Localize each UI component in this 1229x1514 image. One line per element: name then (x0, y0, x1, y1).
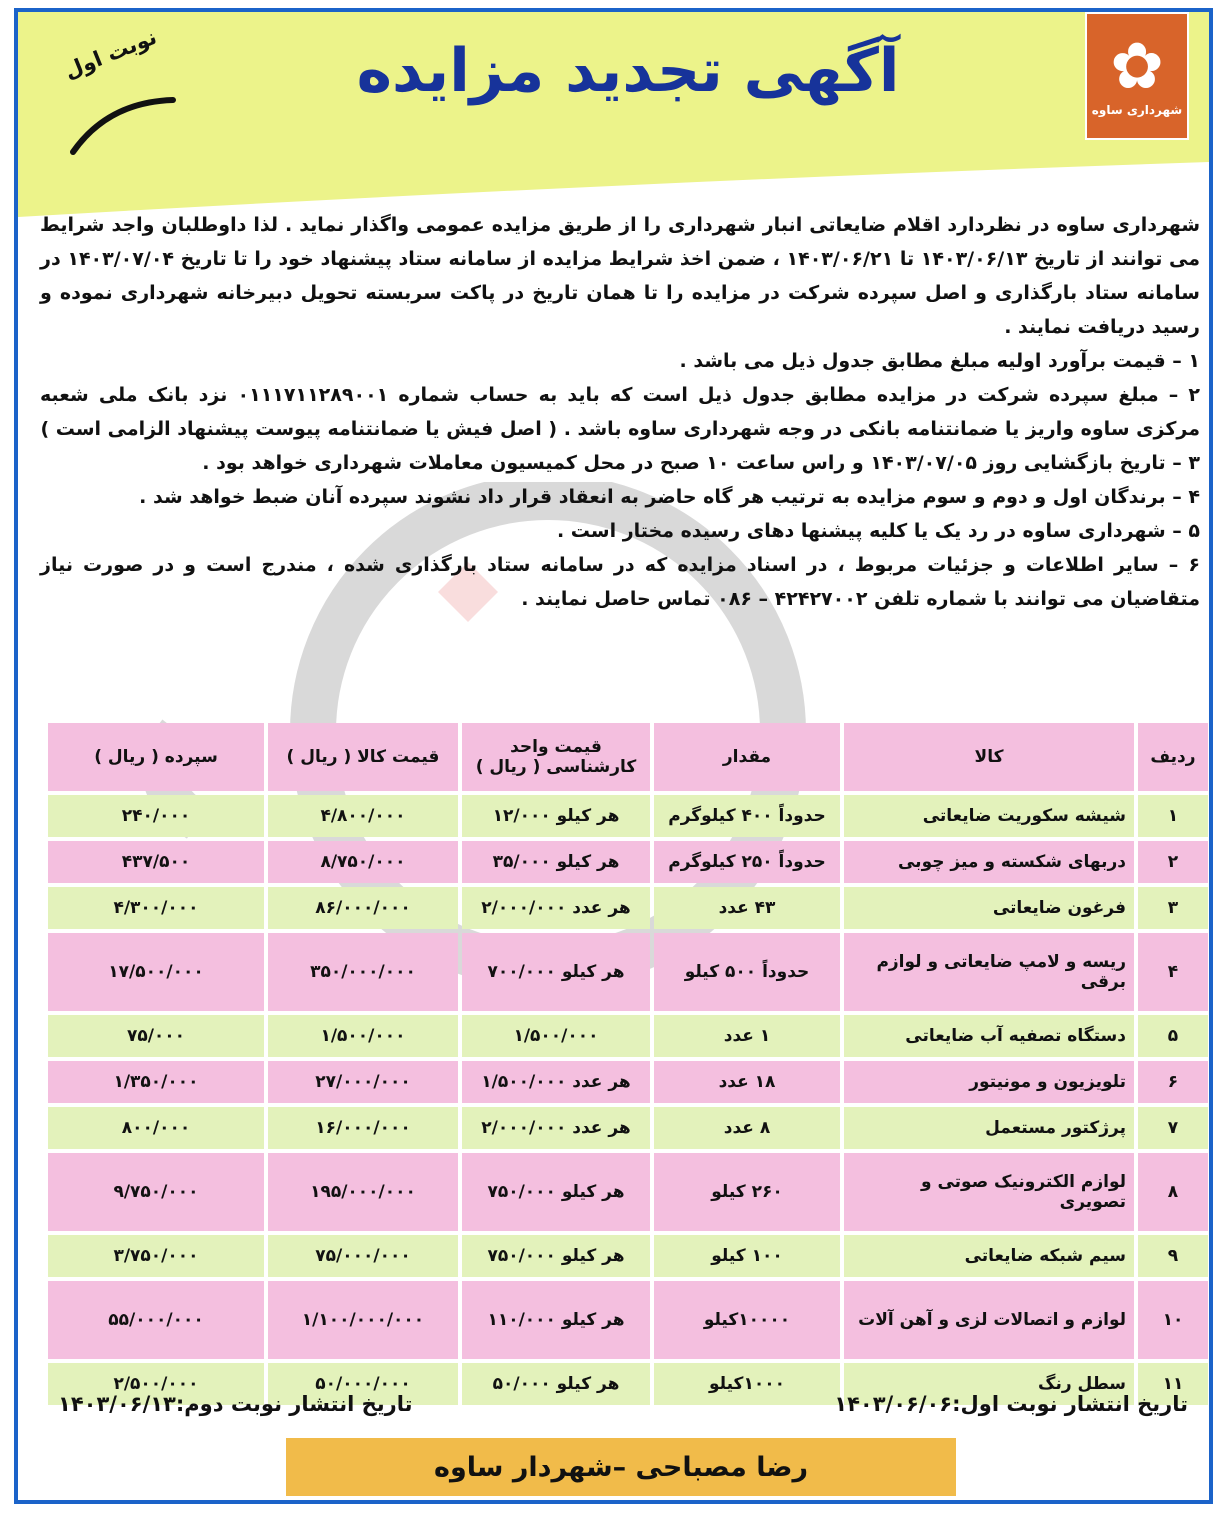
publication-second: تاریخ انتشار نوبت دوم:۱۴۰۳/۰۶/۱۳ (58, 1392, 413, 1416)
cell-deposit: ۸۰۰/۰۰۰ (48, 1107, 264, 1149)
cell-unit-price: هر کیلو ۱۲/۰۰۰ (462, 795, 650, 837)
paragraph-6: ۶ – سایر اطلاعات و جزئیات مربوط ، در اسناد مزایده که در سامانه ستاد بارگذاری شده ، مندرج است و در صورت نیاز متقاضیان می توانند با شماره تلفن ۴۲۴۲۷۰۰۲ – ۰۸۶ تماس حاصل نمایند . (40, 554, 1200, 610)
table-row (48, 1015, 1208, 1057)
cell-row-number: ۸ (1138, 1153, 1208, 1231)
cell-row-number: ۵ (1138, 1015, 1208, 1057)
cell-row-number: ۲ (1138, 841, 1208, 883)
cell-unit-price: هر کیلو ۱۱۰/۰۰۰ (462, 1281, 650, 1359)
cell-quantity: حدوداً ۲۵۰ کیلوگرم (654, 841, 840, 883)
cell-item-price: ۱/۵۰۰/۰۰۰ (268, 1015, 458, 1057)
publication-first: تاریخ انتشار نوبت اول:۱۴۰۳/۰۶/۰۶ (834, 1392, 1188, 1416)
logo-text: شهرداری ساوه (1091, 103, 1183, 117)
cell-unit-price: هر کیلو ۷۵۰/۰۰۰ (462, 1153, 650, 1231)
signature-bar (286, 1438, 956, 1496)
header-deposit: سپرده ( ریال ) (48, 723, 264, 791)
page-title: آگهی تجدید مزایده (356, 36, 900, 106)
signature-text: رضا مصباحی –شهردار ساوه (434, 1451, 808, 1483)
cell-unit-price: هر عدد ۱/۵۰۰/۰۰۰ (462, 1061, 650, 1103)
cell-row-number: ۱۰ (1138, 1281, 1208, 1359)
header-unit-price: قیمت واحد کارشناسی ( ریال ) (462, 723, 650, 791)
paragraph-5: ۵ – شهرداری ساوه در رد یک یا کلیه پیشنها دهای رسیده مختار است . (556, 520, 1200, 542)
cell-item-price: ۴/۸۰۰/۰۰۰ (268, 795, 458, 837)
table-row (48, 1107, 1208, 1149)
cell-item: لوازم الکترونیک صوتی و تصویری (844, 1153, 1134, 1231)
table-row (48, 795, 1208, 837)
header-quantity: مقدار (654, 723, 840, 791)
cell-unit-price: هر عدد ۲/۰۰۰/۰۰۰ (462, 887, 650, 929)
cell-quantity: ۸ عدد (654, 1107, 840, 1149)
cell-item-price: ۸/۷۵۰/۰۰۰ (268, 841, 458, 883)
cell-quantity: ۱۰۰۰کیلو (654, 1363, 840, 1405)
cell-item-price: ۸۶/۰۰۰/۰۰۰ (268, 887, 458, 929)
cell-unit-price: ۱/۵۰۰/۰۰۰ (462, 1015, 650, 1057)
cell-row-number: ۱۱ (1138, 1363, 1208, 1405)
cell-item: لوازم و اتصالات لزی و آهن آلات (844, 1281, 1134, 1359)
cell-item: تلویزیون و مونیتور (844, 1061, 1134, 1103)
cell-deposit: ۴۳۷/۵۰۰ (48, 841, 264, 883)
cell-item: ریسه و لامپ ضایعاتی و لوازم برقی (844, 933, 1134, 1011)
cell-unit-price: هر عدد ۲/۰۰۰/۰۰۰ (462, 1107, 650, 1149)
cell-quantity: ۱ عدد (654, 1015, 840, 1057)
cell-unit-price: هر کیلو ۷۵۰/۰۰۰ (462, 1235, 650, 1277)
cell-quantity: ۱۰۰ کیلو (654, 1235, 840, 1277)
cell-item: فرغون ضایعاتی (844, 887, 1134, 929)
cell-row-number: ۷ (1138, 1107, 1208, 1149)
cell-item: دربهای شکسته و میز چوبی (844, 841, 1134, 883)
cell-unit-price: هر کیلو ۳۵/۰۰۰ (462, 841, 650, 883)
paragraph-intro: شهرداری ساوه در نظردارد اقلام ضایعاتی انبار شهرداری را از طریق مزایده عمومی واگذار نماید . لذا داوطلبان واجد شرایط می توانند از تاریخ ۱۴۰۳/۰۶/۱۳ تا ۱۴۰۳/۰۶/۲۱ ، ضمن اخذ شرایط مزایده از سامانه ستاد پیشنهاد خود را تا تاریخ ۱۴۰۳/۰۷/۰۴ در سامانه ستاد بارگذاری و اصل سپرده شرکت در مزایده را تا همان تاریخ در پاکت سربسته تحویل دبیرخانه شهرداری نموده و رسید دریافت نمایند . (40, 214, 1200, 338)
notice-body (40, 208, 1200, 616)
paragraph-2: ۲ – مبلغ سپرده شرکت در مزایده مطابق جدول ذیل است که باید به حساب شماره ۰۱۱۱۷۱۱۲۸۹۰۰۱ نزد بانک ملی شعبه مرکزی ساوه واریز یا ضمانتنامه بانکی در وجه شهرداری ساوه باشد . ( اصل فیش یا ضمانتنامه پیوست پیشنهاد الزامی است ) (40, 384, 1200, 440)
cell-deposit: ۲/۵۰۰/۰۰۰ (48, 1363, 264, 1405)
cell-unit-price: هر کیلو ۷۰۰/۰۰۰ (462, 933, 650, 1011)
table-row (48, 1235, 1208, 1277)
cell-item-price: ۳۵۰/۰۰۰/۰۰۰ (268, 933, 458, 1011)
table-row (48, 1281, 1208, 1359)
publication-dates (58, 1392, 1188, 1416)
cell-quantity: ۱۸ عدد (654, 1061, 840, 1103)
cell-item: پرژکتور مستعمل (844, 1107, 1134, 1149)
cell-row-number: ۳ (1138, 887, 1208, 929)
cell-item-price: ۱۶/۰۰۰/۰۰۰ (268, 1107, 458, 1149)
cell-deposit: ۳/۷۵۰/۰۰۰ (48, 1235, 264, 1277)
cell-deposit: ۹/۷۵۰/۰۰۰ (48, 1153, 264, 1231)
cell-row-number: ۹ (1138, 1235, 1208, 1277)
municipality-logo (1085, 12, 1189, 140)
cell-quantity: ۴۳ عدد (654, 887, 840, 929)
table-row (48, 1061, 1208, 1103)
paragraph-1: ۱ – قیمت برآورد اولیه مبلغ مطابق جدول ذیل می باشد . (679, 350, 1200, 372)
cell-item-price: ۲۷/۰۰۰/۰۰۰ (268, 1061, 458, 1103)
table-header-row (48, 723, 1208, 791)
cell-row-number: ۶ (1138, 1061, 1208, 1103)
table-row (48, 1153, 1208, 1231)
cell-item: دستگاه تصفیه آب ضایعاتی (844, 1015, 1134, 1057)
cell-quantity: ۱۰۰۰۰کیلو (654, 1281, 840, 1359)
cell-quantity: ۲۶۰ کیلو (654, 1153, 840, 1231)
cell-unit-price: هر کیلو ۵۰/۰۰۰ (462, 1363, 650, 1405)
table-row (48, 887, 1208, 929)
items-table (44, 719, 1212, 1409)
cell-item-price: ۱۹۵/۰۰۰/۰۰۰ (268, 1153, 458, 1231)
paragraph-4: ۴ – برندگان اول و دوم و سوم مزایده به ترتیب هر گاه حاضر به انعقاد قرار داد نشوند سپرده آنان ضبط خواهد شد . (139, 486, 1200, 508)
cell-quantity: حدوداً ۴۰۰ کیلوگرم (654, 795, 840, 837)
gear-icon: ✿ (1110, 30, 1164, 104)
notice-frame (14, 8, 1213, 1504)
cell-deposit: ۲۴۰/۰۰۰ (48, 795, 264, 837)
table-row (48, 933, 1208, 1011)
header-row-number: ردیف (1138, 723, 1208, 791)
round-label: نوبت اول (61, 24, 160, 84)
cell-item: سیم شبکه ضایعاتی (844, 1235, 1134, 1277)
header-item: کالا (844, 723, 1134, 791)
cell-item-price: ۱/۱۰۰/۰۰۰/۰۰۰ (268, 1281, 458, 1359)
round-arc-decoration (68, 92, 178, 162)
cell-item: شیشه سکوریت ضایعاتی (844, 795, 1134, 837)
cell-row-number: ۱ (1138, 795, 1208, 837)
cell-item-price: ۷۵/۰۰۰/۰۰۰ (268, 1235, 458, 1277)
cell-deposit: ۱۷/۵۰۰/۰۰۰ (48, 933, 264, 1011)
cell-quantity: حدوداً ۵۰۰ کیلو (654, 933, 840, 1011)
cell-row-number: ۴ (1138, 933, 1208, 1011)
paragraph-3: ۳ – تاریخ بازگشایی روز ۱۴۰۳/۰۷/۰۵ و راس ساعت ۱۰ صبح در محل کمیسیون معاملات شهرداری خواهد بود . (202, 452, 1200, 474)
cell-item: سطل رنگ (844, 1363, 1134, 1405)
header-item-price: قیمت کالا ( ریال ) (268, 723, 458, 791)
cell-deposit: ۱/۳۵۰/۰۰۰ (48, 1061, 264, 1103)
table-row (48, 841, 1208, 883)
cell-item-price: ۵۰/۰۰۰/۰۰۰ (268, 1363, 458, 1405)
cell-deposit: ۵۵/۰۰۰/۰۰۰ (48, 1281, 264, 1359)
cell-deposit: ۴/۳۰۰/۰۰۰ (48, 887, 264, 929)
cell-deposit: ۷۵/۰۰۰ (48, 1015, 264, 1057)
